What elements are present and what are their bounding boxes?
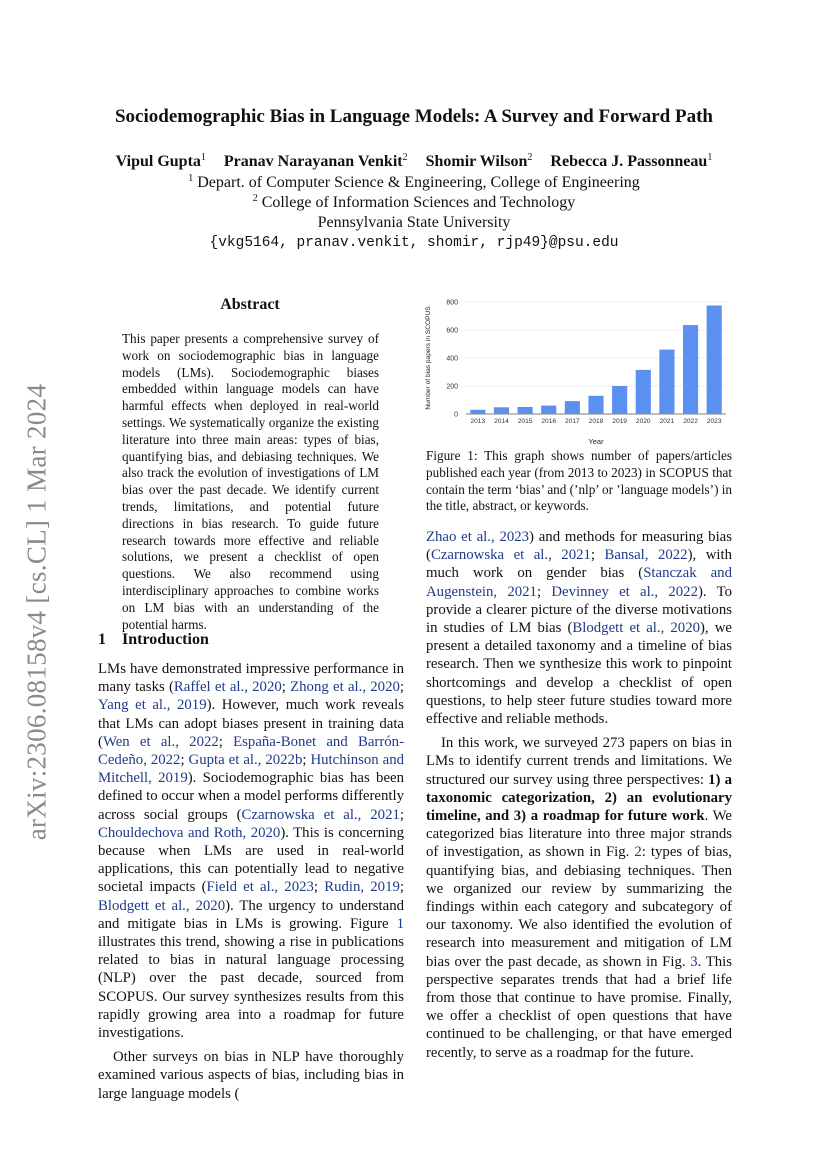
- figure-1-caption: Figure 1: This graph shows number of papers/articles published each year (from 2013 to 2023) in SCOPUS that contain the term ‘bias’ and (’nlp’ or ’language models’) in the title, abstract, or keywords.: [426, 448, 733, 514]
- bar: [565, 401, 580, 414]
- x-tick-label: 2021: [659, 418, 675, 425]
- citation-link[interactable]: Field et al., 2023: [206, 879, 314, 896]
- figure-ref-link[interactable]: 2: [634, 844, 642, 861]
- citation-link[interactable]: Hutchinson and Mitchell, 2019: [98, 752, 404, 787]
- bar: [659, 350, 674, 414]
- citation-link[interactable]: Czarnowska et al., 2021: [241, 806, 400, 823]
- x-axis-label: Year: [588, 437, 604, 446]
- x-tick-label: 2017: [565, 418, 580, 425]
- author-emails: {vkg5164, pranav.venkit, shomir, rjp49}@psu.edu: [209, 235, 619, 251]
- left-column-body: [98, 660, 404, 1103]
- x-tick-label: 2023: [706, 418, 722, 425]
- x-tick-label: 2018: [588, 418, 604, 425]
- paragraph: LMs have demonstrated impressive performance in many tasks (Raffel et al., 2020; Zhong et al., 2020; Yang et al., 2019). However, much work reveals that LMs can adopt biases present in training data (Wen et al., 2022; España-Bonet and Barrón-Cedeño, 2022; Gupta et al., 2022b; Hutchinson and Mitchell, 2019). Sociodemographic bias has been defined to occur when a model performs differently across social groups (Czarnowska et al., 2021; Chouldechova and Roth, 2020). This is concerning because when LMs are used in real-world applications, this can potentially lead to negative societal impacts (Field et al., 2023; Rudin, 2019; Blodgett et al., 2020). The urgency to understand and mitigate bias in LMs is growing. Figure 1 illustrates this trend, showing a rise in publications related to bias in natural language processing (NLP) over the past decade, sourced from SCOPUS. Our survey synthesizes results from this rapidly growing area into a roadmap for future investigations.: [98, 661, 405, 1042]
- abstract-heading: Abstract: [220, 296, 280, 313]
- figure-ref-link[interactable]: 3: [690, 953, 698, 970]
- paper-title: Sociodemographic Bias in Language Models: A Survey and Forward Path: [114, 106, 714, 127]
- citation-link[interactable]: Rudin, 2019: [324, 879, 400, 896]
- citation-link[interactable]: Zhong et al., 2020: [290, 679, 400, 696]
- author-name: Rebecca J. Passonneau: [550, 153, 708, 170]
- figure-ref-link[interactable]: 1: [396, 915, 404, 932]
- author-affiliation-mark: 1: [707, 152, 713, 163]
- bar: [470, 410, 485, 414]
- citation-link[interactable]: Bansal, 2022: [604, 547, 688, 564]
- citation-link[interactable]: Blodgett et al., 2020: [572, 620, 700, 637]
- right-column-body: [426, 528, 732, 1062]
- citation-link[interactable]: Devinney et al., 2022: [551, 583, 698, 600]
- affiliation-text: College of Information Sciences and Technology: [261, 194, 576, 211]
- x-tick-label: 2016: [541, 418, 557, 425]
- citation-link[interactable]: Czarnowska et al., 2021: [430, 547, 591, 564]
- author-affiliation-mark: 1: [200, 152, 206, 163]
- x-tick-label: 2013: [470, 418, 486, 425]
- arxiv-identifier: [14, 372, 60, 852]
- y-tick-label: 0: [454, 411, 458, 419]
- citation-link[interactable]: Zhao et al., 2023: [426, 529, 530, 545]
- citation-link[interactable]: España-Bonet and Barrón-Cedeño, 2022: [98, 733, 404, 769]
- university: Pennsylvania State University: [317, 214, 511, 231]
- paragraph: Other surveys on bias in NLP have thoroughly examined various aspects of bias, including bias in large language models (: [98, 1049, 404, 1102]
- section-number: 1: [98, 631, 106, 648]
- x-tick-label: 2015: [517, 418, 533, 425]
- citation-link[interactable]: Gupta et al., 2022b: [188, 752, 303, 769]
- y-axis-label: Number of bias papers in SCOPUS: [425, 306, 432, 410]
- paragraph: In this work, we surveyed 273 papers on bias in LMs to identify current trends and limitations. We structured our survey using three perspectives: 1) a taxonomic categorization, 2) an evolutionary timeline, and 3) a roadmap for future work. We categorized bias literature into three major strands of investigation, as shown in Fig. 2: types of bias, quantifying bias, and debiasing techniques. Then we organized our review by summarizing the findings within each category and subcategory of our taxonomy. We also identified the evolution of research into measurement and mitigation of LM bias over the past decade, as shown in Fig. 3. This perspective separates trends that had a brief life from those that continue to have promise. Finally, we offer a checklist of open questions that have continued to be challenging, or that have emerged recently, to serve as a roadmap for the future.: [426, 735, 733, 1061]
- affiliation-1: [0, 174, 828, 192]
- affiliation-2: [0, 194, 828, 212]
- x-tick-label: 2014: [494, 418, 509, 425]
- bar: [588, 396, 603, 414]
- affiliation-number: 1: [188, 173, 194, 184]
- bar: [541, 406, 556, 414]
- y-tick-label: 200: [446, 383, 458, 391]
- author: [550, 153, 712, 170]
- author-name: Vipul Gupta: [115, 153, 201, 170]
- x-tick-label: 2022: [683, 418, 698, 425]
- x-tick-label: 2019: [612, 418, 627, 425]
- bar: [707, 306, 722, 415]
- bar: [636, 370, 651, 414]
- citation-link[interactable]: Raffel et al., 2020: [173, 679, 282, 696]
- author-affiliation-mark: 2: [527, 152, 533, 163]
- citation-link[interactable]: Chouldechova and Roth, 2020: [98, 824, 281, 841]
- y-tick-label: 400: [446, 355, 458, 363]
- citation-link[interactable]: Blodgett et al., 2020: [98, 897, 226, 914]
- paragraph: Zhao et al., 2023) and methods for measuring bias (Czarnowska et al., 2021; Bansal, 2022), with much work on gender bias (Stanczak and Augenstein, 2021; Devinney et al., 2022). To provide a clearer picture of the diverse motivations in studies of LM bias (Blodgett et al., 2020), we present a detailed taxonomy and a timeline of bias research. Then we synthesize this work to pinpoint shortcomings and develop a checklist of open questions, to help steer future studies toward more effective and reliable methods.: [426, 529, 733, 728]
- section-heading: [98, 631, 209, 649]
- bar: [494, 407, 509, 414]
- bar: [683, 325, 698, 414]
- affiliation-number: 2: [252, 193, 258, 204]
- y-tick-label: 600: [446, 327, 458, 335]
- author: [224, 153, 408, 170]
- abstract-text: This paper presents a comprehensive survey of work on sociodemographic bias in language models (LMs). Sociodemographic biases embedded within language models can have harmful effects when deployed in real-world settings. We systematically organize the existing literature into three main areas: types of bias, quantifying bias, and debiasing techniques. We also track the evolution of investigations of LM bias over the past decade. We identify current trends, limitations, and potential future directions in bias research. To guide future research towards more effective and reliable solutions, we present a checklist of open questions. We also recommend using interdisciplinary approaches to combine works on LM bias with an understanding of the potential harms.: [122, 331, 379, 632]
- author-affiliation-mark: 2: [402, 152, 408, 163]
- author: [116, 153, 206, 170]
- affiliation-text: Depart. of Computer Science & Engineering, College of Engineering: [197, 174, 640, 191]
- section-title: Introduction: [122, 631, 209, 648]
- author: [426, 153, 533, 170]
- citation-link[interactable]: Stanczak and Augenstein, 2021: [426, 565, 732, 600]
- x-tick-label: 2020: [635, 418, 651, 425]
- y-tick-label: 800: [446, 299, 458, 307]
- figure-1-bar-chart: [418, 292, 736, 452]
- author-list: [0, 153, 828, 171]
- arxiv-identifier-text: arXiv:2306.08158v4 [cs.CL] 1 Mar 2024: [21, 383, 52, 841]
- author-name: Pranav Narayanan Venkit: [223, 153, 403, 170]
- author-name: Shomir Wilson: [425, 153, 528, 170]
- bar: [612, 386, 627, 414]
- citation-link[interactable]: Yang et al., 2019: [98, 697, 207, 714]
- bar: [518, 407, 533, 414]
- bar-chart-svg: [418, 292, 736, 452]
- bold-text: 1) a taxonomic categorization, 2) an evolutionary timeline, and 3) a roadmap for future work: [426, 771, 732, 825]
- citation-link[interactable]: Wen et al., 2022: [102, 733, 219, 750]
